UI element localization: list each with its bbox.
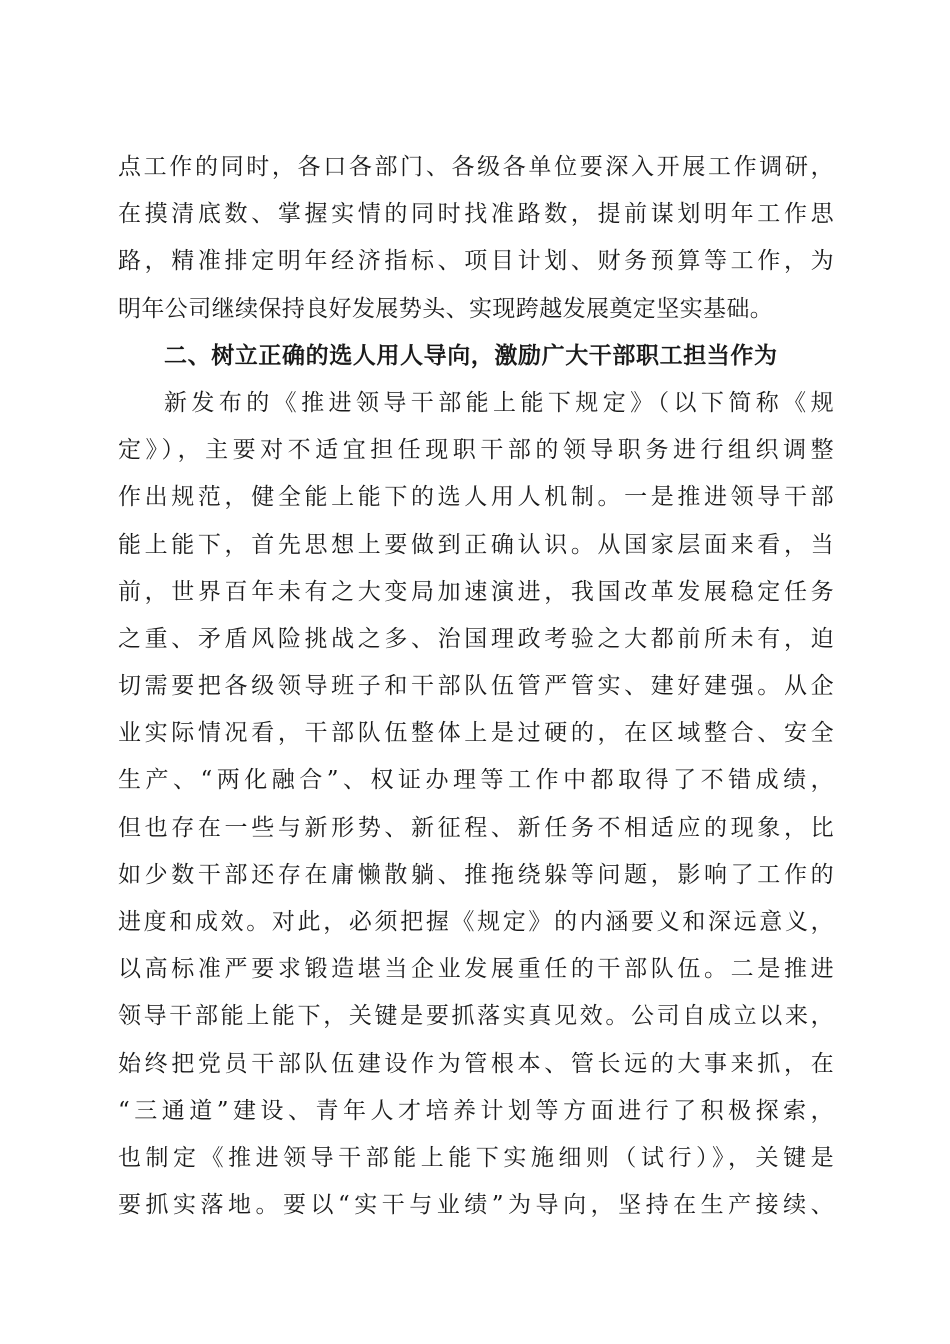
text-line: 生产、“两化融合”、权证办理等工作中都取得了不错成绩， (118, 767, 834, 794)
text-line: 以高标准严要求锻造堪当企业发展重任的干部队伍。二是推进 (118, 956, 834, 983)
text-line: 路，精准排定明年经济指标、项目计划、财务预算等工作，为 (118, 248, 834, 275)
text-line: 如少数干部还存在庸懒散躺、推拖绕躲等问题，影响了工作的 (118, 861, 834, 888)
text-line: “三通道”建设、青年人才培养计划等方面进行了积极探索， (118, 1097, 834, 1124)
text-line: 明年公司继续保持良好发展势头、实现跨越发展奠定坚实基础。 (118, 295, 774, 322)
text-line: 也制定《推进领导干部能上能下实施细则（试行）》，关键是 (118, 1144, 834, 1171)
section-heading: 二、树立正确的选人用人导向，激励广大干部职工担当作为 (164, 342, 778, 369)
document-body (118, 144, 834, 1229)
text-line: 在摸清底数、掌握实情的同时找准路数，提前谋划明年工作思 (118, 201, 834, 228)
text-line: 始终把党员干部队伍建设作为管根本、管长远的大事来抓，在 (118, 1050, 834, 1077)
paragraph-first-line: 新发布的《推进领导干部能上能下规定》（以下简称《规 (164, 389, 834, 416)
text-line: 但也存在一些与新形势、新征程、新任务不相适应的现象，比 (118, 814, 834, 841)
text-line: 进度和成效。对此，必须把握《规定》的内涵要义和深远意义， (118, 909, 834, 935)
text-line: 要抓实落地。要以“实干与业绩”为导向，坚持在生产接续、 (118, 1192, 834, 1219)
text-line: 作出规范，健全能上能下的选人用人机制。一是推进领导干部 (118, 484, 834, 511)
text-line: 业实际情况看，干部队伍整体上是过硬的，在区域整合、安全 (118, 720, 834, 747)
text-line: 前，世界百年未有之大变局加速演进，我国改革发展稳定任务 (118, 578, 834, 605)
text-line: 切需要把各级领导班子和干部队伍管严管实、建好建强。从企 (118, 673, 834, 700)
text-line: 点工作的同时，各口各部门、各级各单位要深入开展工作调研， (118, 154, 834, 180)
text-line: 能上能下，首先思想上要做到正确认识。从国家层面来看，当 (118, 531, 834, 558)
text-line: 领导干部能上能下，关键是要抓落实真见效。公司自成立以来， (118, 1003, 834, 1030)
text-line: 之重、矛盾风险挑战之多、治国理政考验之大都前所未有，迫 (118, 625, 834, 652)
text-line: 定》），主要对不适宜担任现职干部的领导职务进行组织调整 (118, 437, 834, 464)
